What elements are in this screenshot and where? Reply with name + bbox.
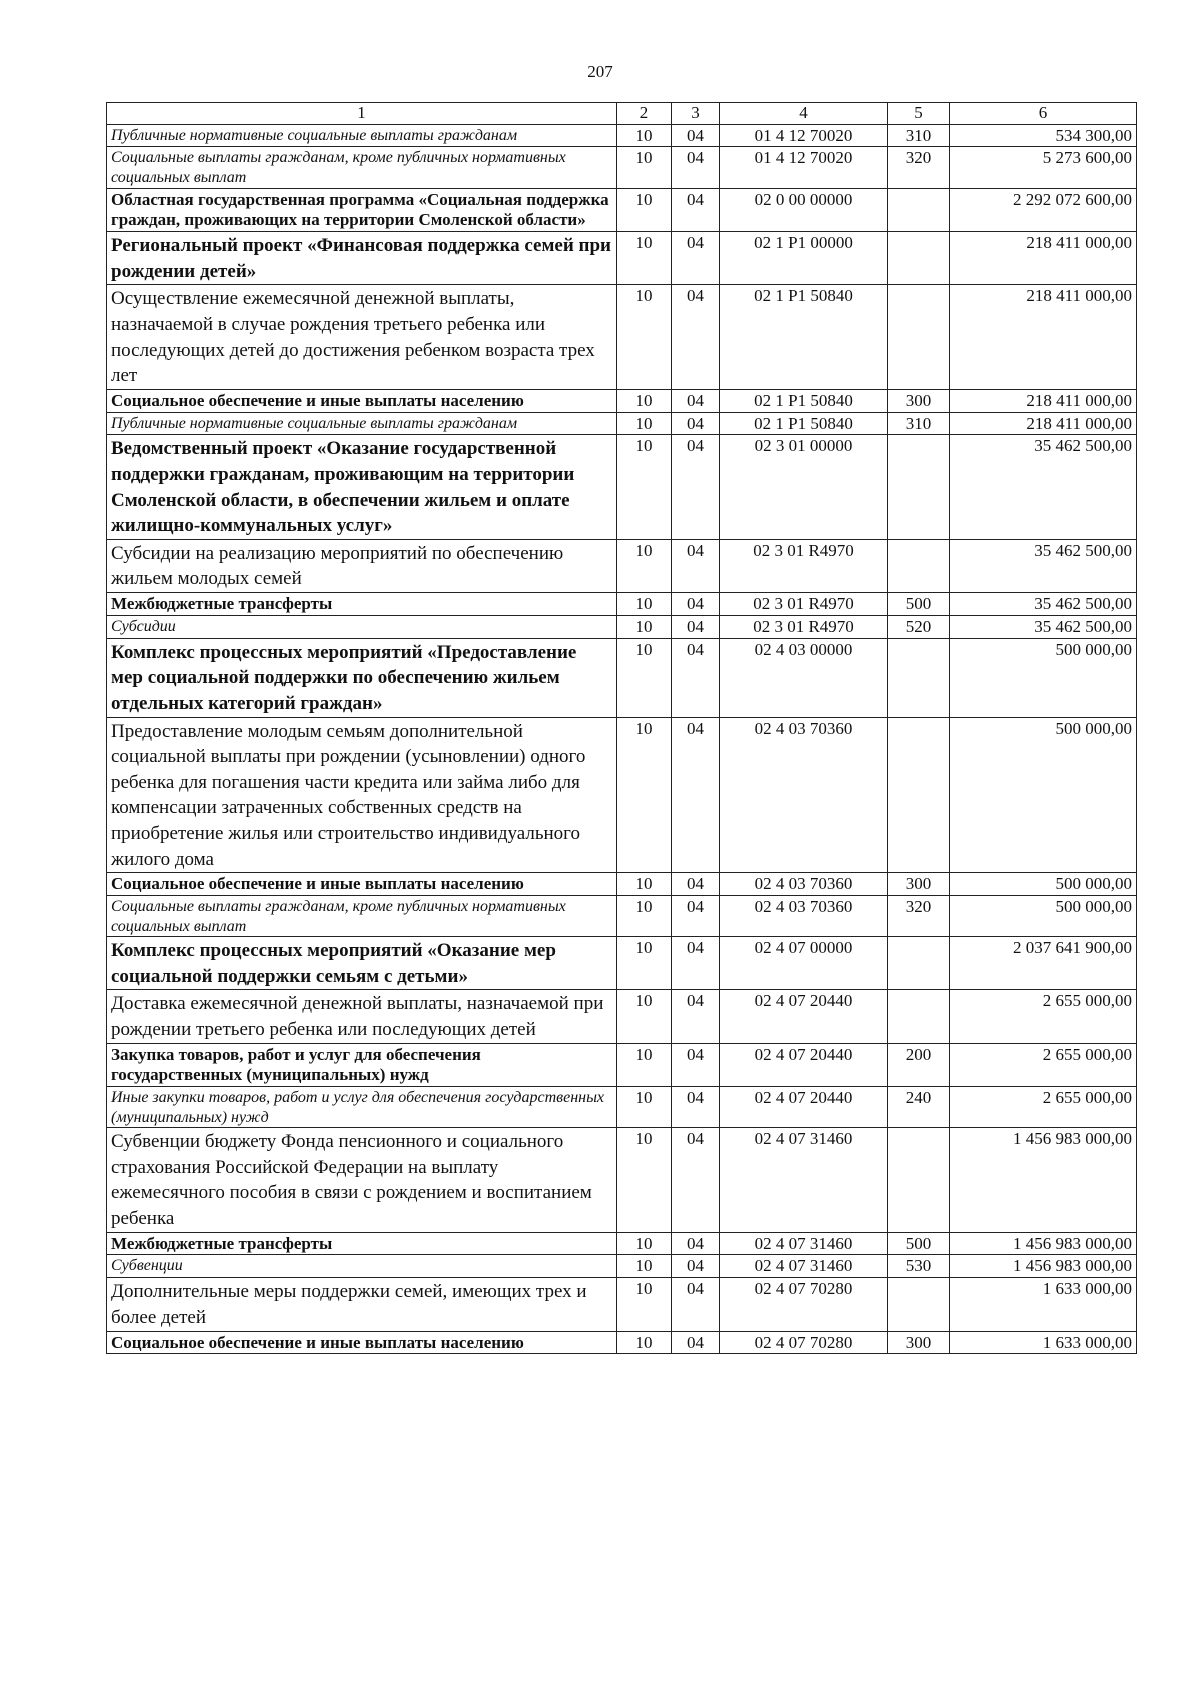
expense-type-cell (888, 717, 950, 873)
target-article-cell: 02 4 07 31460 (720, 1255, 888, 1278)
subsection-code-cell: 04 (672, 1278, 720, 1331)
row-name-cell: Комплекс процессных мероприятий «Предоставление мер социальной поддержки по обеспечению жильем отдельных категорий граждан» (107, 638, 617, 717)
subsection-code-cell: 04 (672, 147, 720, 188)
table-row (107, 1087, 1137, 1128)
amount-cell: 2 037 641 900,00 (950, 937, 1137, 990)
expense-type-cell (888, 937, 950, 990)
amount-cell: 500 000,00 (950, 896, 1137, 937)
target-article-cell: 02 1 P1 50840 (720, 285, 888, 390)
section-code-cell: 10 (617, 896, 672, 937)
target-article-cell: 02 4 07 00000 (720, 937, 888, 990)
amount-cell: 35 462 500,00 (950, 615, 1137, 638)
amount-cell: 35 462 500,00 (950, 435, 1137, 540)
subsection-code-cell: 04 (672, 717, 720, 873)
column-header-4: 4 (720, 103, 888, 125)
row-name-cell: Социальное обеспечение и иные выплаты населению (107, 389, 617, 412)
subsection-code-cell: 04 (672, 389, 720, 412)
subsection-code-cell: 04 (672, 188, 720, 231)
expense-type-cell (888, 1128, 950, 1233)
row-name-cell: Социальные выплаты гражданам, кроме публичных нормативных социальных выплат (107, 147, 617, 188)
subsection-code-cell: 04 (672, 873, 720, 896)
subsection-code-cell: 04 (672, 231, 720, 284)
section-code-cell: 10 (617, 1331, 672, 1354)
column-header-6: 6 (950, 103, 1137, 125)
table-row (107, 285, 1137, 390)
row-name-cell: Публичные нормативные социальные выплаты гражданам (107, 124, 617, 147)
target-article-cell: 02 4 07 31460 (720, 1128, 888, 1233)
section-code-cell: 10 (617, 1087, 672, 1128)
expense-type-cell: 310 (888, 412, 950, 435)
amount-cell: 35 462 500,00 (950, 593, 1137, 616)
row-name-cell: Субсидии на реализацию мероприятий по обеспечению жильем молодых семей (107, 539, 617, 592)
row-name-cell: Субвенции (107, 1255, 617, 1278)
expense-type-cell: 300 (888, 1331, 950, 1354)
amount-cell: 1 456 983 000,00 (950, 1232, 1137, 1255)
amount-cell: 2 655 000,00 (950, 1087, 1137, 1128)
row-name-cell: Региональный проект «Финансовая поддержка семей при рождении детей» (107, 231, 617, 284)
target-article-cell: 02 3 01 00000 (720, 435, 888, 540)
amount-cell: 500 000,00 (950, 717, 1137, 873)
row-name-cell: Предоставление молодым семьям дополнительной социальной выплаты при рождении (усыновлении) одного ребенка для погашения части кредита или займа либо для компенсации затраченных собственных средств на приобретение жилья или строительство индивидуального жилого дома (107, 717, 617, 873)
row-name-cell: Осуществление ежемесячной денежной выплаты, назначаемой в случае рождения третьего ребенка или последующих детей до достижения ребенком возраста трех лет (107, 285, 617, 390)
row-name-cell: Социальное обеспечение и иные выплаты населению (107, 873, 617, 896)
row-name-cell: Публичные нормативные социальные выплаты гражданам (107, 412, 617, 435)
target-article-cell: 02 1 P1 50840 (720, 389, 888, 412)
section-code-cell: 10 (617, 937, 672, 990)
subsection-code-cell: 04 (672, 1255, 720, 1278)
section-code-cell: 10 (617, 593, 672, 616)
expense-type-cell: 500 (888, 593, 950, 616)
table-row (107, 1232, 1137, 1255)
column-header-3: 3 (672, 103, 720, 125)
table-row (107, 1255, 1137, 1278)
expense-type-cell: 300 (888, 389, 950, 412)
amount-cell: 1 633 000,00 (950, 1278, 1137, 1331)
row-name-cell: Дополнительные меры поддержки семей, имеющих трех и более детей (107, 1278, 617, 1331)
section-code-cell: 10 (617, 412, 672, 435)
subsection-code-cell: 04 (672, 285, 720, 390)
expense-type-cell (888, 188, 950, 231)
amount-cell: 1 633 000,00 (950, 1331, 1137, 1354)
section-code-cell: 10 (617, 1043, 672, 1086)
row-name-cell: Межбюджетные трансферты (107, 1232, 617, 1255)
subsection-code-cell: 04 (672, 1043, 720, 1086)
section-code-cell: 10 (617, 1278, 672, 1331)
expense-type-cell (888, 990, 950, 1043)
table-row (107, 593, 1137, 616)
subsection-code-cell: 04 (672, 937, 720, 990)
expense-type-cell: 530 (888, 1255, 950, 1278)
subsection-code-cell: 04 (672, 539, 720, 592)
amount-cell: 218 411 000,00 (950, 231, 1137, 284)
section-code-cell: 10 (617, 990, 672, 1043)
subsection-code-cell: 04 (672, 896, 720, 937)
subsection-code-cell: 04 (672, 1128, 720, 1233)
row-name-cell: Субвенции бюджету Фонда пенсионного и социального страхования Российской Федерации на выплату ежемесячного пособия в связи с рождением и воспитанием ребенка (107, 1128, 617, 1233)
table-row (107, 937, 1137, 990)
table-row (107, 1278, 1137, 1331)
target-article-cell: 02 1 P1 00000 (720, 231, 888, 284)
section-code-cell: 10 (617, 124, 672, 147)
amount-cell: 500 000,00 (950, 873, 1137, 896)
section-code-cell: 10 (617, 188, 672, 231)
section-code-cell: 10 (617, 389, 672, 412)
table-row (107, 1331, 1137, 1354)
header-row (107, 103, 1137, 125)
target-article-cell: 02 3 01 R4970 (720, 593, 888, 616)
amount-cell: 1 456 983 000,00 (950, 1128, 1137, 1233)
table-row (107, 389, 1137, 412)
target-article-cell: 01 4 12 70020 (720, 147, 888, 188)
amount-cell: 1 456 983 000,00 (950, 1255, 1137, 1278)
section-code-cell: 10 (617, 435, 672, 540)
target-article-cell: 02 1 P1 50840 (720, 412, 888, 435)
target-article-cell: 02 0 00 00000 (720, 188, 888, 231)
section-code-cell: 10 (617, 231, 672, 284)
target-article-cell: 02 4 07 70280 (720, 1331, 888, 1354)
table-row (107, 873, 1137, 896)
page-number: 207 (587, 62, 613, 81)
row-name-cell: Межбюджетные трансферты (107, 593, 617, 616)
row-name-cell: Ведомственный проект «Оказание государственной поддержки гражданам, проживающим на территории Смоленской области, в обеспечении жильем и оплате жилищно-коммунальных услуг» (107, 435, 617, 540)
section-code-cell: 10 (617, 1255, 672, 1278)
section-code-cell: 10 (617, 1128, 672, 1233)
section-code-cell: 10 (617, 147, 672, 188)
subsection-code-cell: 04 (672, 638, 720, 717)
table-row (107, 124, 1137, 147)
subsection-code-cell: 04 (672, 615, 720, 638)
expense-type-cell: 520 (888, 615, 950, 638)
amount-cell: 2 655 000,00 (950, 1043, 1137, 1086)
row-name-cell: Социальное обеспечение и иные выплаты населению (107, 1331, 617, 1354)
column-header-2: 2 (617, 103, 672, 125)
table-row (107, 147, 1137, 188)
table-row (107, 539, 1137, 592)
table-row (107, 638, 1137, 717)
section-code-cell: 10 (617, 285, 672, 390)
subsection-code-cell: 04 (672, 593, 720, 616)
target-article-cell: 02 4 07 20440 (720, 1043, 888, 1086)
table-row (107, 1043, 1137, 1086)
target-article-cell: 01 4 12 70020 (720, 124, 888, 147)
target-article-cell: 02 4 03 70360 (720, 873, 888, 896)
section-code-cell: 10 (617, 615, 672, 638)
target-article-cell: 02 4 07 31460 (720, 1232, 888, 1255)
budget-table (106, 102, 1137, 1354)
amount-cell: 218 411 000,00 (950, 412, 1137, 435)
expense-type-cell: 300 (888, 873, 950, 896)
expense-type-cell (888, 539, 950, 592)
target-article-cell: 02 3 01 R4970 (720, 615, 888, 638)
row-name-cell: Социальные выплаты гражданам, кроме публичных нормативных социальных выплат (107, 896, 617, 937)
target-article-cell: 02 4 03 00000 (720, 638, 888, 717)
amount-cell: 534 300,00 (950, 124, 1137, 147)
target-article-cell: 02 4 03 70360 (720, 896, 888, 937)
subsection-code-cell: 04 (672, 1087, 720, 1128)
row-name-cell: Комплекс процессных мероприятий «Оказание мер социальной поддержки семьям с детьми» (107, 937, 617, 990)
table-row (107, 435, 1137, 540)
target-article-cell: 02 4 07 20440 (720, 990, 888, 1043)
table-row (107, 615, 1137, 638)
row-name-cell: Закупка товаров, работ и услуг для обеспечения государственных (муниципальных) нужд (107, 1043, 617, 1086)
expense-type-cell (888, 285, 950, 390)
expense-type-cell (888, 638, 950, 717)
amount-cell: 5 273 600,00 (950, 147, 1137, 188)
expense-type-cell: 500 (888, 1232, 950, 1255)
amount-cell: 2 655 000,00 (950, 990, 1137, 1043)
section-code-cell: 10 (617, 873, 672, 896)
expense-type-cell: 310 (888, 124, 950, 147)
target-article-cell: 02 4 03 70360 (720, 717, 888, 873)
subsection-code-cell: 04 (672, 1232, 720, 1255)
table-row (107, 990, 1137, 1043)
table-row (107, 896, 1137, 937)
section-code-cell: 10 (617, 638, 672, 717)
target-article-cell: 02 3 01 R4970 (720, 539, 888, 592)
section-code-cell: 10 (617, 1232, 672, 1255)
amount-cell: 2 292 072 600,00 (950, 188, 1137, 231)
target-article-cell: 02 4 07 20440 (720, 1087, 888, 1128)
subsection-code-cell: 04 (672, 990, 720, 1043)
column-header-1: 1 (107, 103, 617, 125)
amount-cell: 35 462 500,00 (950, 539, 1137, 592)
subsection-code-cell: 04 (672, 124, 720, 147)
section-code-cell: 10 (617, 539, 672, 592)
table-row (107, 412, 1137, 435)
table-row (107, 717, 1137, 873)
subsection-code-cell: 04 (672, 435, 720, 540)
target-article-cell: 02 4 07 70280 (720, 1278, 888, 1331)
row-name-cell: Доставка ежемесячной денежной выплаты, назначаемой при рождении третьего ребенка или последующих детей (107, 990, 617, 1043)
expense-type-cell (888, 231, 950, 284)
section-code-cell: 10 (617, 717, 672, 873)
row-name-cell: Областная государственная программа «Социальная поддержка граждан, проживающих на территории Смоленской области» (107, 188, 617, 231)
expense-type-cell (888, 435, 950, 540)
row-name-cell: Иные закупки товаров, работ и услуг для обеспечения государственных (муниципальных) нужд (107, 1087, 617, 1128)
expense-type-cell: 240 (888, 1087, 950, 1128)
table-row (107, 231, 1137, 284)
amount-cell: 218 411 000,00 (950, 389, 1137, 412)
expense-type-cell: 320 (888, 896, 950, 937)
expense-type-cell: 320 (888, 147, 950, 188)
table-row (107, 188, 1137, 231)
column-header-5: 5 (888, 103, 950, 125)
subsection-code-cell: 04 (672, 412, 720, 435)
table-row (107, 1128, 1137, 1233)
amount-cell: 500 000,00 (950, 638, 1137, 717)
amount-cell: 218 411 000,00 (950, 285, 1137, 390)
expense-type-cell (888, 1278, 950, 1331)
subsection-code-cell: 04 (672, 1331, 720, 1354)
expense-type-cell: 200 (888, 1043, 950, 1086)
row-name-cell: Субсидии (107, 615, 617, 638)
